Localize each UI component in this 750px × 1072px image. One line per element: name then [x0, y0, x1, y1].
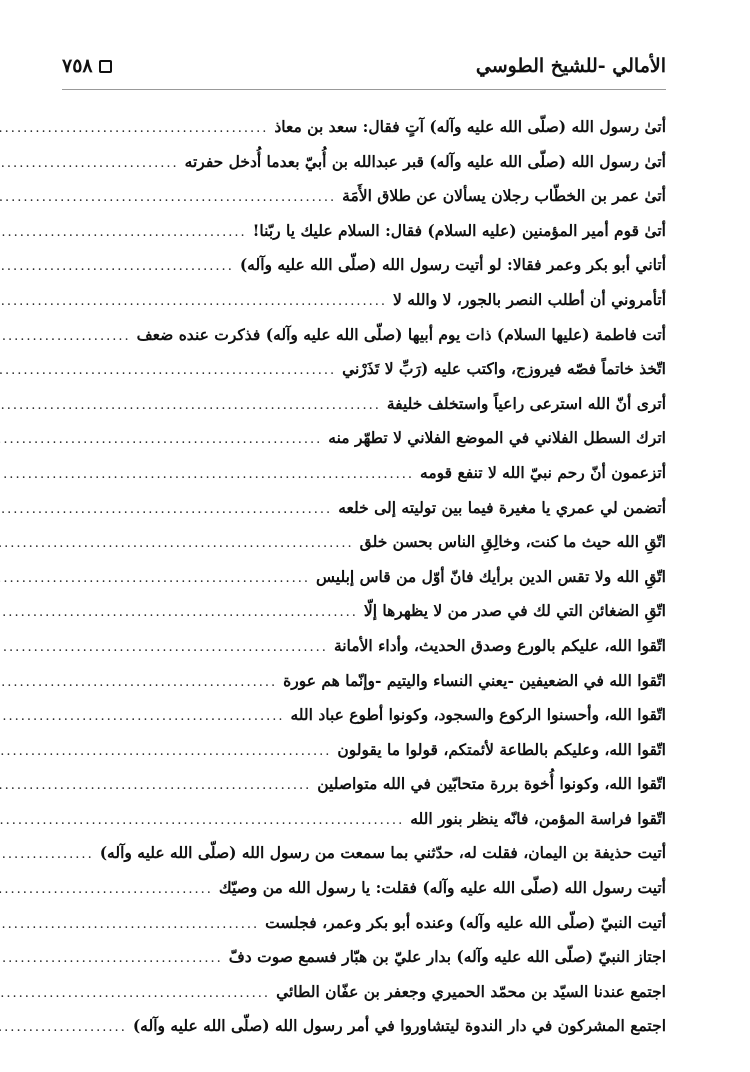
index-entry [62, 809, 666, 844]
index-entry [62, 359, 666, 394]
index-entry [62, 463, 666, 498]
index-entry [62, 117, 666, 152]
index-entry [62, 774, 666, 809]
dot-leader [0, 329, 131, 344]
entry-text: أترى أنّ الله استرعى راعياً واستخلف خليفة [386, 393, 666, 413]
dot-leader [0, 467, 414, 482]
index-entry [62, 705, 666, 740]
entry-text: اتّقِ الله ولا تقس الدين برأيك فانّ أوّل من قاس إبليس [316, 566, 666, 586]
index-entry [62, 947, 666, 982]
dot-leader [0, 813, 404, 828]
index-entry [62, 671, 666, 706]
dot-leader [0, 951, 223, 966]
dot-leader [0, 432, 322, 447]
entry-text: أتت فاطمة (عليها السلام) ذات يوم أبيها (صلّى الله عليه وآله) فذكرت عنده ضعف [136, 324, 666, 344]
index-entry [62, 601, 666, 636]
entry-text: أتيت حذيفة بن اليمان، فقلت له، حدّثني بما سمعت من رسول الله (صلّى الله عليه وآله) [99, 843, 666, 863]
dot-leader [0, 259, 234, 274]
index-entry [62, 325, 666, 360]
page-header [62, 48, 666, 84]
entry-text: أتاني أبو بكر وعمر فقالا: لو أتيت رسول الله (صلّى الله عليه وآله) [239, 255, 666, 275]
square-box-icon [99, 60, 112, 73]
header-rule [62, 89, 666, 90]
index-entry [62, 221, 666, 256]
entry-text: اتّقِ الضغائن التي لك في صدر من لا يظهرها إلّا [363, 601, 666, 621]
page-number [62, 55, 112, 77]
index-entry [62, 394, 666, 429]
index-entry [62, 186, 666, 221]
entry-text: أتأمروني أن أطلب النصر بالجور، لا والله لا [393, 289, 666, 309]
index-entry [62, 1016, 666, 1051]
index-entry [62, 567, 666, 602]
entry-text: اجتمع المشركون في دار الندوة ليتشاوروا في أمر رسول الله (صلّى الله عليه وآله) [132, 1016, 666, 1036]
dot-leader [0, 1020, 127, 1035]
entry-text: اجتمع عندنا السيّد بن محمّد الحميري وجعفر بن عفّان الطائي [276, 981, 666, 1001]
entry-text: أتيت النبيّ (صلّى الله عليه وآله) وعنده أبو بكر وعمر، فجلست [265, 912, 666, 932]
entry-text: اتّقوا الله، وأحسنوا الركوع والسجود، وكونوا أطوع عباد الله [290, 705, 666, 725]
entry-text: أتىٰ عمر بن الخطّاب رجلان يسألان عن طلاق الأَمَة [342, 186, 666, 206]
index-entry [62, 428, 666, 463]
dot-leader [0, 156, 179, 171]
index-entry [62, 636, 666, 671]
entry-text: أتيت رسول الله (صلّى الله عليه وآله) فقلت: يا رسول الله من وصيّك [218, 878, 666, 898]
dot-leader [0, 847, 94, 862]
index-entry [62, 740, 666, 775]
index-entry [62, 913, 666, 948]
entry-text: اتّقوا الله، عليكم بالورع وصدق الحديث، وأداء الأمانة [333, 635, 666, 655]
dot-leader [0, 398, 381, 413]
dot-leader [0, 882, 213, 897]
index-entry [62, 878, 666, 913]
entry-text: اجتاز النبيّ (صلّى الله عليه وآله) بدار عليّ بن هبّار فسمع صوت دفّ [228, 947, 666, 967]
dot-leader [0, 502, 332, 517]
index-entry [62, 843, 666, 878]
entry-text: اتّقوا الله، وعليكم بالطاعة لأئمتكم، قولوا ما يقولون [337, 739, 666, 759]
dot-leader [0, 536, 354, 551]
dot-leader [0, 675, 277, 690]
dot-leader [0, 121, 268, 136]
index-entry [62, 255, 666, 290]
dot-leader [0, 363, 336, 378]
index-entry [62, 152, 666, 187]
dot-leader [0, 294, 387, 309]
entry-text: أتىٰ قوم أمير المؤمنين (عليه السلام) فقال: السلام عليك يا ربّنا! [252, 220, 666, 240]
entry-text: اترك السطل الفلاني في الموضع الفلاني لا تطهّر منه [328, 428, 666, 448]
index-entry [62, 982, 666, 1017]
dot-leader [0, 605, 358, 620]
index-entry [62, 290, 666, 325]
dot-leader [0, 640, 328, 655]
entry-text: اتّخذ خاتماً فصّه فيروزج، واكتب عليه (رَبِّ لا تَذَرْني [342, 359, 666, 379]
entry-text: اتّقِ الله حيث ما كنت، وخالِقِ الناس بحسن خلق [359, 532, 666, 552]
dot-leader [0, 744, 331, 759]
index-entry [62, 532, 666, 567]
dot-leader [0, 986, 270, 1001]
entry-text: أتىٰ رسول الله (صلّى الله عليه وآله) قبر عبدالله بن أُبيّ بعدما أُدخل حفرته [184, 151, 666, 171]
entry-text: أتىٰ رسول الله (صلّى الله عليه وآله) آتٍ فقال: سعد بن معاذ [274, 117, 666, 136]
dot-leader [0, 190, 336, 205]
dot-leader [0, 709, 284, 724]
dot-leader [0, 225, 247, 240]
entry-text: اتّقوا فراسة المؤمن، فانّه ينظر بنور الله [410, 808, 666, 828]
entry-text: اتّقوا الله، وكونوا أُخوة بررة متحابّين في الله متواصلين [317, 774, 666, 794]
entry-text: اتّقوا الله في الضعيفين -يعني النساء واليتيم -وإنّما هم عورة [283, 670, 666, 690]
entry-text: أتضمن لي عمري يا مغيرة فيما بين توليته إلى خلعه [338, 497, 666, 517]
running-title: الأمالي -للشيخ الطوسي [475, 55, 666, 77]
index-list [62, 117, 666, 1051]
page-number-text: ٧٥٨ [62, 55, 93, 77]
index-entry [62, 498, 666, 533]
dot-leader [0, 571, 310, 586]
dot-leader [0, 778, 311, 793]
dot-leader [0, 917, 259, 932]
entry-text: أتزعمون أنّ رحم نبيّ الله لا تنفع قومه [420, 462, 666, 482]
